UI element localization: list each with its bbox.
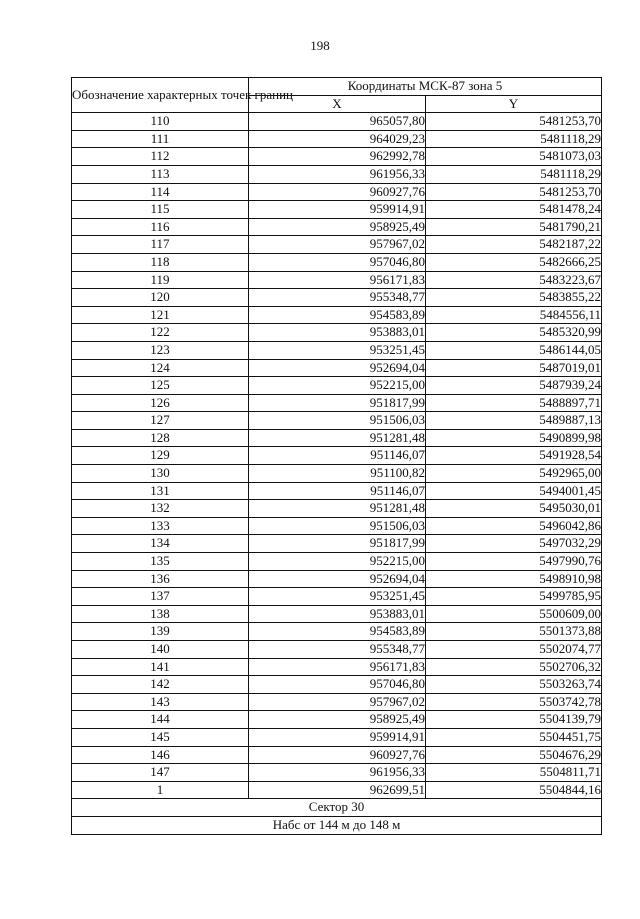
y-cell: 5498910,98 [426, 570, 602, 588]
x-cell: 953883,01 [249, 605, 426, 623]
x-cell: 957967,02 [249, 693, 426, 711]
header-point-designation: Обозначение характерных точек границ [72, 78, 249, 113]
table-row [72, 641, 602, 659]
point-cell: 144 [72, 711, 249, 729]
y-cell: 5486144,05 [426, 341, 602, 359]
table-row [72, 781, 602, 799]
header-coordinates: Координаты МСК-87 зона 5 [249, 78, 602, 96]
point-cell: 130 [72, 465, 249, 483]
table-row [72, 728, 602, 746]
y-cell: 5504139,79 [426, 711, 602, 729]
point-cell: 125 [72, 377, 249, 395]
x-cell: 957967,02 [249, 236, 426, 254]
y-cell: 5494001,45 [426, 482, 602, 500]
x-cell: 954583,89 [249, 623, 426, 641]
y-cell: 5504811,71 [426, 764, 602, 782]
x-cell: 956171,83 [249, 658, 426, 676]
height-row [72, 816, 602, 834]
table-row [72, 676, 602, 694]
table-row [72, 412, 602, 430]
y-cell: 5481790,21 [426, 218, 602, 236]
x-cell: 952215,00 [249, 553, 426, 571]
x-cell: 957046,80 [249, 676, 426, 694]
point-cell: 124 [72, 359, 249, 377]
sector-label: Сектор 30 [72, 799, 602, 817]
x-cell: 951817,99 [249, 394, 426, 412]
point-cell: 132 [72, 500, 249, 518]
point-cell: 142 [72, 676, 249, 694]
table-row [72, 324, 602, 342]
table-row [72, 289, 602, 307]
y-cell: 5497032,29 [426, 535, 602, 553]
y-cell: 5481073,03 [426, 148, 602, 166]
table-row [72, 253, 602, 271]
point-cell: 127 [72, 412, 249, 430]
x-cell: 965057,80 [249, 113, 426, 131]
x-cell: 958925,49 [249, 218, 426, 236]
x-cell: 959914,91 [249, 728, 426, 746]
point-cell: 138 [72, 605, 249, 623]
x-cell: 956171,83 [249, 271, 426, 289]
table-row [72, 165, 602, 183]
point-cell: 135 [72, 553, 249, 571]
table-row [72, 658, 602, 676]
height-range-label: Набс от 144 м до 148 м [72, 816, 602, 834]
point-cell: 119 [72, 271, 249, 289]
x-cell: 951100,82 [249, 465, 426, 483]
point-cell: 116 [72, 218, 249, 236]
page-number: 198 [310, 38, 330, 53]
point-cell: 128 [72, 429, 249, 447]
table-row [72, 553, 602, 571]
table-row [72, 465, 602, 483]
table-row [72, 623, 602, 641]
point-cell: 115 [72, 201, 249, 219]
y-cell: 5504676,29 [426, 746, 602, 764]
point-cell: 1 [72, 781, 249, 799]
table-row [72, 201, 602, 219]
point-cell: 143 [72, 693, 249, 711]
x-cell: 961956,33 [249, 165, 426, 183]
x-cell: 952215,00 [249, 377, 426, 395]
point-cell: 137 [72, 588, 249, 606]
table-row [72, 500, 602, 518]
x-cell: 953251,45 [249, 341, 426, 359]
y-cell: 5499785,95 [426, 588, 602, 606]
x-cell: 951506,03 [249, 412, 426, 430]
sector-row [72, 799, 602, 817]
y-cell: 5485320,99 [426, 324, 602, 342]
y-cell: 5483855,22 [426, 289, 602, 307]
y-cell: 5481118,29 [426, 165, 602, 183]
table-row [72, 535, 602, 553]
table-row [72, 359, 602, 377]
point-cell: 120 [72, 289, 249, 307]
y-cell: 5488897,71 [426, 394, 602, 412]
table-row [72, 429, 602, 447]
y-cell: 5483223,67 [426, 271, 602, 289]
point-cell: 126 [72, 394, 249, 412]
x-cell: 962699,51 [249, 781, 426, 799]
x-cell: 951281,48 [249, 429, 426, 447]
table-row [72, 605, 602, 623]
table-row [72, 306, 602, 324]
y-cell: 5495030,01 [426, 500, 602, 518]
x-cell: 952694,04 [249, 359, 426, 377]
x-cell: 952694,04 [249, 570, 426, 588]
header-x: X [249, 95, 426, 113]
y-cell: 5503742,78 [426, 693, 602, 711]
y-cell: 5490899,98 [426, 429, 602, 447]
x-cell: 954583,89 [249, 306, 426, 324]
table-row [72, 218, 602, 236]
y-cell: 5487939,24 [426, 377, 602, 395]
x-cell: 951281,48 [249, 500, 426, 518]
x-cell: 951817,99 [249, 535, 426, 553]
table-row [72, 236, 602, 254]
point-cell: 145 [72, 728, 249, 746]
header-y: Y [426, 95, 602, 113]
table-row [72, 148, 602, 166]
y-cell: 5502706,32 [426, 658, 602, 676]
table-row [72, 764, 602, 782]
y-cell: 5481118,29 [426, 130, 602, 148]
table-row [72, 183, 602, 201]
y-cell: 5496042,86 [426, 517, 602, 535]
table-row [72, 711, 602, 729]
point-cell: 121 [72, 306, 249, 324]
y-cell: 5481253,70 [426, 183, 602, 201]
point-cell: 117 [72, 236, 249, 254]
table-row [72, 377, 602, 395]
table-row [72, 447, 602, 465]
y-cell: 5500609,00 [426, 605, 602, 623]
x-cell: 959914,91 [249, 201, 426, 219]
x-cell: 951146,07 [249, 447, 426, 465]
y-cell: 5501373,88 [426, 623, 602, 641]
y-cell: 5484556,11 [426, 306, 602, 324]
y-cell: 5481253,70 [426, 113, 602, 131]
x-cell: 955348,77 [249, 641, 426, 659]
point-cell: 141 [72, 658, 249, 676]
table-row [72, 517, 602, 535]
y-cell: 5482666,25 [426, 253, 602, 271]
table-row [72, 113, 602, 131]
table-row [72, 746, 602, 764]
point-cell: 136 [72, 570, 249, 588]
y-cell: 5481478,24 [426, 201, 602, 219]
y-cell: 5492965,00 [426, 465, 602, 483]
point-cell: 112 [72, 148, 249, 166]
point-cell: 118 [72, 253, 249, 271]
point-cell: 123 [72, 341, 249, 359]
y-cell: 5489887,13 [426, 412, 602, 430]
table-row [72, 482, 602, 500]
point-cell: 110 [72, 113, 249, 131]
coordinates-table [71, 77, 602, 835]
table-row [72, 271, 602, 289]
x-cell: 962992,78 [249, 148, 426, 166]
y-cell: 5487019,01 [426, 359, 602, 377]
y-cell: 5504451,75 [426, 728, 602, 746]
point-cell: 133 [72, 517, 249, 535]
x-cell: 964029,23 [249, 130, 426, 148]
x-cell: 957046,80 [249, 253, 426, 271]
y-cell: 5497990,76 [426, 553, 602, 571]
point-cell: 114 [72, 183, 249, 201]
point-cell: 146 [72, 746, 249, 764]
point-cell: 140 [72, 641, 249, 659]
point-cell: 131 [72, 482, 249, 500]
x-cell: 953883,01 [249, 324, 426, 342]
x-cell: 961956,33 [249, 764, 426, 782]
table-row [72, 341, 602, 359]
x-cell: 958925,49 [249, 711, 426, 729]
y-cell: 5504844,16 [426, 781, 602, 799]
point-cell: 134 [72, 535, 249, 553]
y-cell: 5502074,77 [426, 641, 602, 659]
x-cell: 960927,76 [249, 746, 426, 764]
x-cell: 951506,03 [249, 517, 426, 535]
table-row [72, 693, 602, 711]
x-cell: 960927,76 [249, 183, 426, 201]
y-cell: 5482187,22 [426, 236, 602, 254]
x-cell: 955348,77 [249, 289, 426, 307]
point-cell: 129 [72, 447, 249, 465]
table-row [72, 570, 602, 588]
table-body [72, 113, 602, 799]
point-cell: 111 [72, 130, 249, 148]
table-row [72, 588, 602, 606]
table-header-row [72, 78, 602, 96]
point-cell: 139 [72, 623, 249, 641]
x-cell: 951146,07 [249, 482, 426, 500]
y-cell: 5503263,74 [426, 676, 602, 694]
table-row [72, 130, 602, 148]
point-cell: 113 [72, 165, 249, 183]
point-cell: 122 [72, 324, 249, 342]
x-cell: 953251,45 [249, 588, 426, 606]
table-row [72, 394, 602, 412]
y-cell: 5491928,54 [426, 447, 602, 465]
point-cell: 147 [72, 764, 249, 782]
